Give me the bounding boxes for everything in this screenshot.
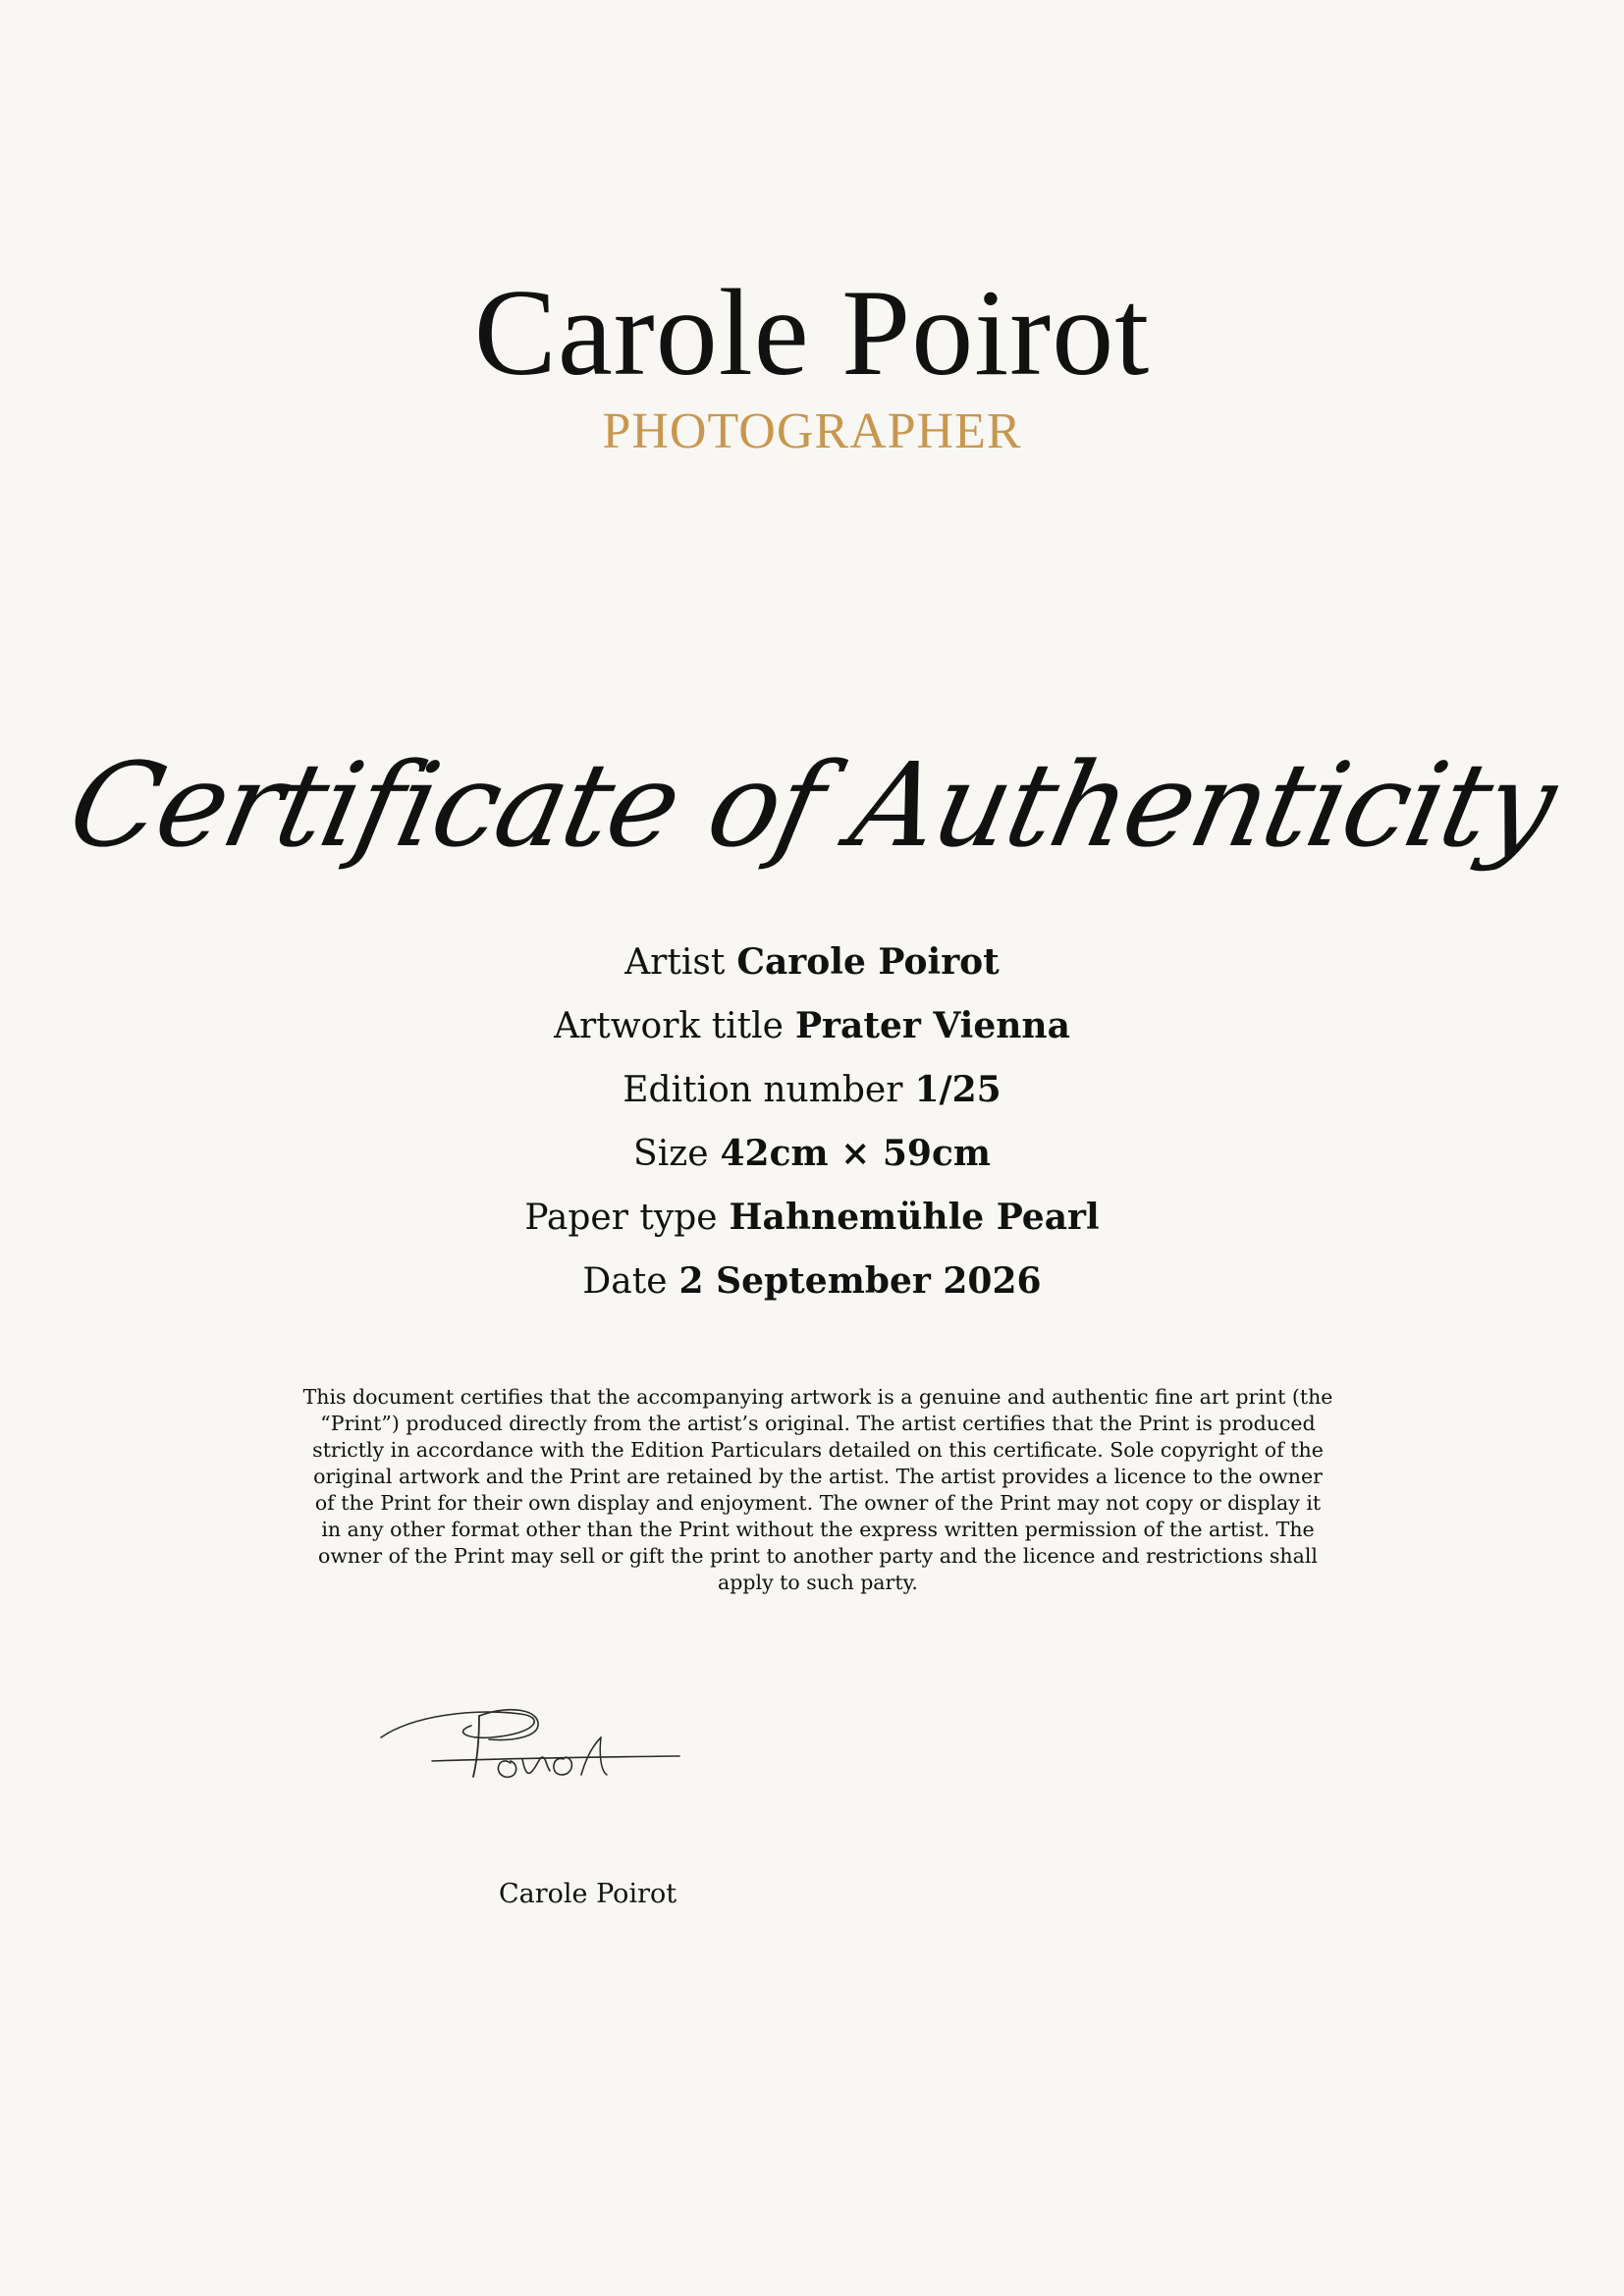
edition-particulars <box>0 931 1624 1313</box>
particular-label: Artist <box>624 942 726 983</box>
particular-label: Edition number <box>623 1070 903 1110</box>
particular-label: Size <box>633 1134 709 1174</box>
particular-label: Artwork title <box>554 1006 784 1046</box>
brand-role: PHOTOGRAPHER <box>602 403 1022 459</box>
particular-date <box>0 1250 1624 1313</box>
particular-value: 1/25 <box>914 1069 1001 1110</box>
handwritten-signature <box>373 1686 687 1794</box>
particular-artist <box>0 931 1624 994</box>
particular-paper-type <box>0 1186 1624 1250</box>
particular-value: Carole Poirot <box>736 941 1000 983</box>
particular-edition-number <box>0 1058 1624 1122</box>
brand-name: Carole Poirot <box>473 265 1151 401</box>
particular-label: Paper type <box>524 1198 718 1238</box>
particular-value: 42cm × 59cm <box>720 1133 991 1174</box>
particular-artwork-title <box>0 994 1624 1058</box>
particular-value: 2 September 2026 <box>678 1260 1042 1302</box>
particular-value: Prater Vienna <box>794 1005 1070 1046</box>
particular-label: Date <box>582 1261 668 1302</box>
legal-statement: This document certifies that the accompanying artwork is a genuine and authentic fine art print (the “Print”) produced directly from the artist’s original. The artist certifies that the Print is produced strictly in accordance with the Edition Particulars detailed on this certificate. Sole copyright of the original artwork and the Print are retained by the artist. The artist provides a licence to the owner of the Print for their own display and enjoyment. The owner of the Print may not copy or display it in any other format other than the Print without the express written permission of the artist. The owner of the Print may sell or gift the print to another party and the licence and restrictions shall apply to such party. <box>302 1385 1333 1594</box>
particular-value: Hahnemühle Pearl <box>729 1197 1100 1238</box>
particular-size <box>0 1122 1624 1186</box>
signer-name: Carole Poirot <box>499 1879 677 1909</box>
certificate-title: Certificate of Authenticity <box>58 737 1566 873</box>
